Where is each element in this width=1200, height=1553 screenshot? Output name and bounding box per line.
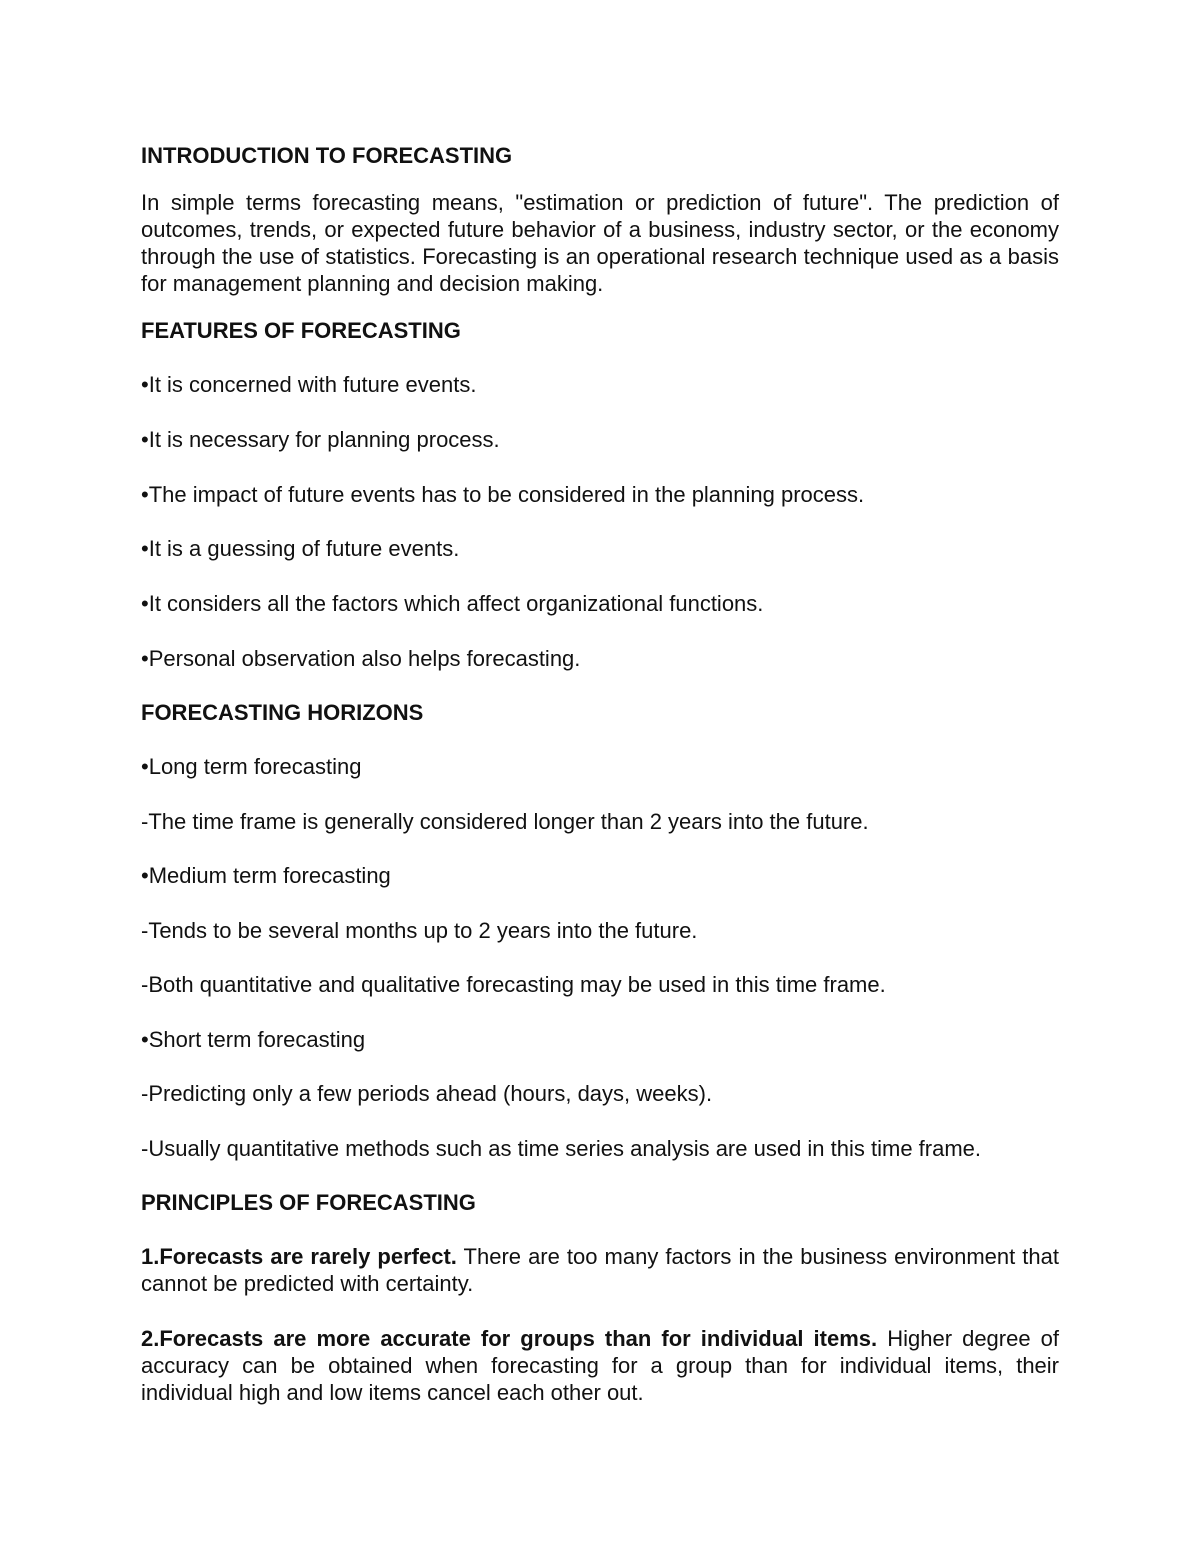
principle-title: 1.Forecasts are rarely perfect.: [141, 1244, 457, 1269]
principle-item: [141, 1243, 1059, 1297]
features-item: •It is necessary for planning process.: [141, 427, 500, 452]
features-item: •It considers all the factors which affect organizational functions.: [141, 591, 764, 616]
intro-heading: INTRODUCTION TO FORECASTING: [141, 143, 513, 168]
features-item: •It is concerned with future events.: [141, 372, 477, 397]
horizons-line: -Predicting only a few periods ahead (hours, days, weeks).: [141, 1081, 713, 1106]
horizons-line: -The time frame is generally considered longer than 2 years into the future.: [141, 809, 869, 834]
horizons-heading: FORECASTING HORIZONS: [141, 700, 424, 725]
principle-item: [141, 1325, 1059, 1406]
principle-text: Higher degree of accuracy can be obtained when forecasting for a group than for individual items, their individual high and low items cancel each other out.: [141, 1326, 1060, 1405]
horizons-line: •Short term forecasting: [141, 1027, 366, 1052]
principles-heading: PRINCIPLES OF FORECASTING: [141, 1190, 476, 1215]
features-heading: FEATURES OF FORECASTING: [141, 318, 461, 343]
horizons-line: •Medium term forecasting: [141, 863, 391, 888]
horizons-line: -Both quantitative and qualitative forecasting may be used in this time frame.: [141, 972, 886, 997]
features-item: •It is a guessing of future events.: [141, 536, 460, 561]
features-item: •Personal observation also helps forecasting.: [141, 646, 581, 671]
principle-text: There are too many factors in the business environment that cannot be predicted with certainty.: [141, 1244, 1059, 1296]
intro-paragraph: In simple terms forecasting means, "estimation or prediction of future". The prediction of outcomes, trends, or expected future behavior of a business, industry sector, or the economy through the use of statistics. Forecasting is an operational research technique used as a basis for management planning and decision making.: [141, 190, 1059, 296]
horizons-line: •Long term forecasting: [141, 754, 362, 779]
features-item: •The impact of future events has to be considered in the planning process.: [141, 482, 865, 507]
horizons-line: -Usually quantitative methods such as time series analysis are used in this time frame.: [141, 1136, 982, 1161]
principle-title: 2.Forecasts are more accurate for groups than for individual items.: [141, 1326, 878, 1351]
horizons-line: -Tends to be several months up to 2 years into the future.: [141, 918, 698, 943]
